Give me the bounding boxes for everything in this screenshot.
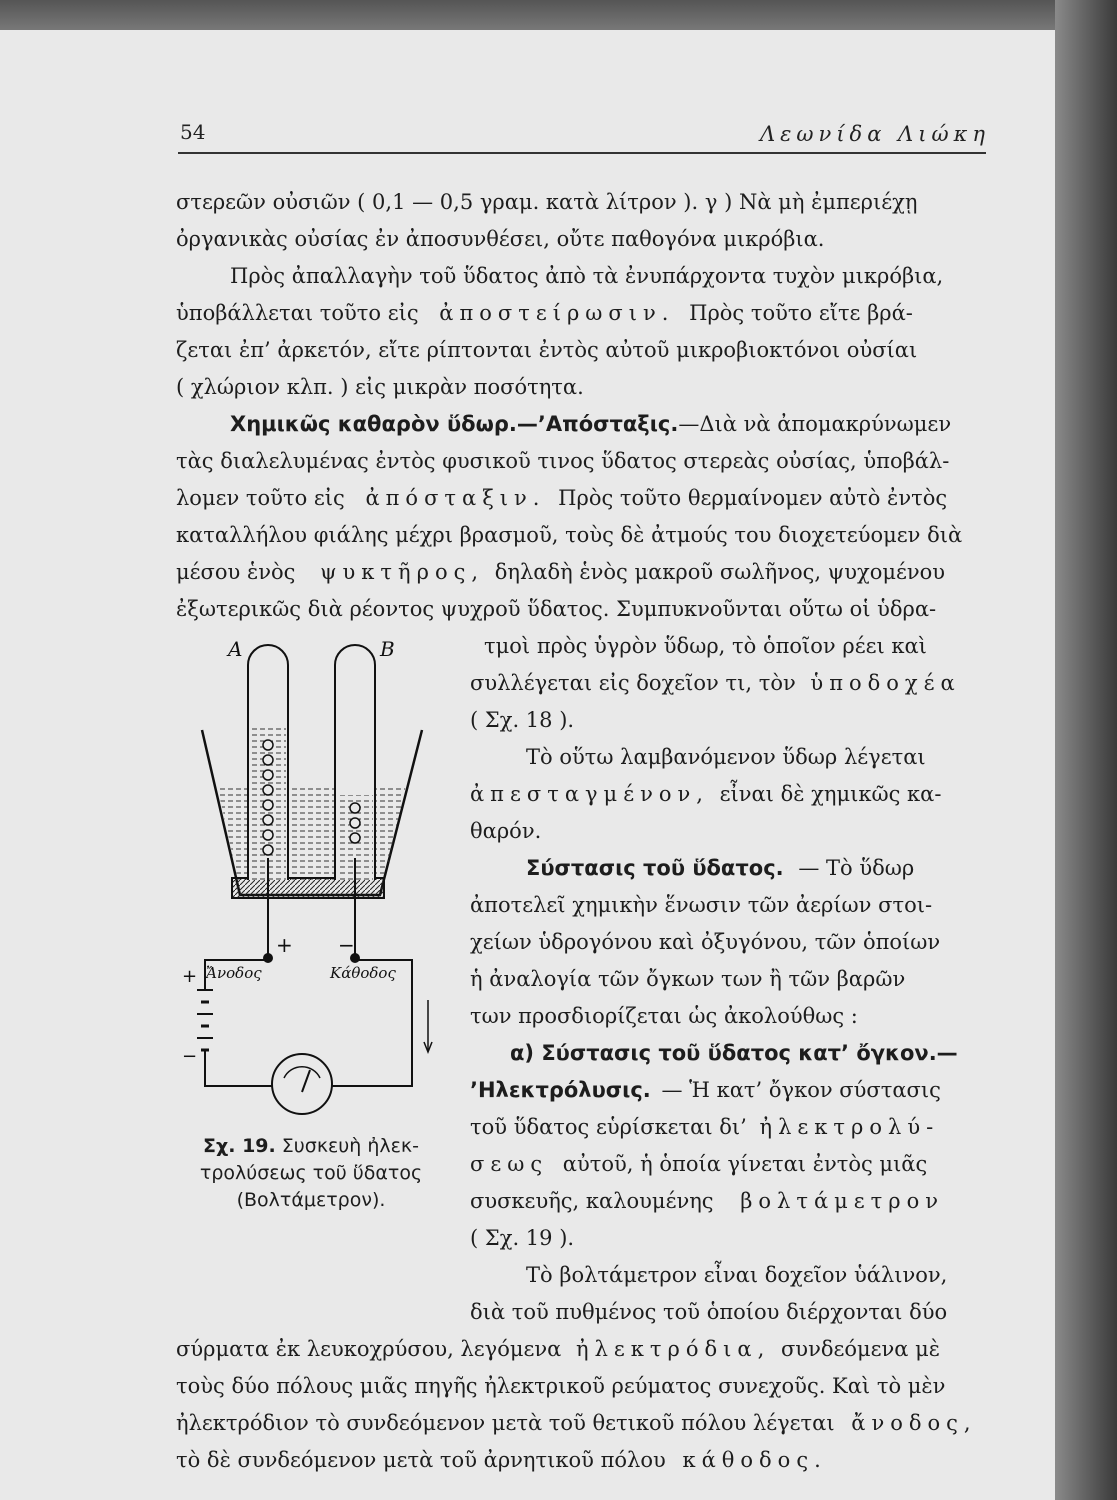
- text-line: στερεῶν οὐσιῶν ( 0,1 — 0,5 γραμ. κατὰ λίτρον ). γ ) Νὰ μὴ ἐμπεριέχῃ: [176, 190, 918, 214]
- text-line: τμοὶ πρὸς ὑγρὸν ὕδωρ, τὸ ὁποῖον ρέει καὶ: [484, 634, 927, 658]
- text-span: συνδεόμενα μὲ: [780, 1337, 941, 1361]
- battery-minus: −: [182, 1046, 198, 1067]
- galvanometer-icon: [272, 1054, 332, 1114]
- text-line: [470, 1187, 944, 1215]
- caption-number: Σχ. 19.: [203, 1135, 276, 1157]
- text-line: [176, 1335, 940, 1363]
- plus-sign: +: [276, 933, 293, 957]
- text-line: [470, 1113, 939, 1141]
- tube-a-label: A: [228, 637, 243, 661]
- text-span: μέσου ἑνὸς: [176, 560, 296, 584]
- minus-sign: −: [338, 933, 355, 957]
- spaced-term: βολτάμετρον: [740, 1189, 945, 1213]
- section-heading: α) Σύστασις τοῦ ὕδατος κατ’ ὄγκον.—: [510, 1041, 958, 1065]
- caption-text: Συσκευὴ ἠλεκ-: [281, 1135, 419, 1157]
- circuit-wire: [205, 1050, 275, 1086]
- text-line: χείων ὑδρογόνου καὶ ὀξυγόνου, τῶν ὁποίων: [470, 930, 941, 954]
- text-span: δηλαδὴ ἑνὸς μακροῦ σωλῆνος, ψυχομένου: [494, 560, 946, 584]
- text-line: [176, 1446, 827, 1474]
- spaced-term: ὑποδοχέα: [810, 671, 961, 695]
- text-span: — Ἡ κατ’ ὄγκον σύστασις: [661, 1078, 941, 1102]
- spaced-term: ἠλεκτρόδια,: [576, 1337, 771, 1361]
- text-span: λομεν τοῦτο εἰς: [176, 486, 345, 510]
- text-line: τοὺς δύο πόλους μιᾶς πηγῆς ἠλεκτρικοῦ ρεύματος συνεχοῦς. Καὶ τὸ μὲν: [176, 1374, 946, 1398]
- text-line: [526, 854, 914, 882]
- caption-line: [176, 1133, 446, 1160]
- text-span: σύρματα ἐκ λευκοχρύσου, λεγόμενα: [176, 1337, 562, 1361]
- text-span: συσκευῆς, καλουμένης: [470, 1189, 714, 1213]
- text-span: — Τὸ ὕδωρ: [798, 856, 915, 880]
- scan-right-edge: [1055, 0, 1117, 1500]
- text-line: Τὸ βολτάμετρον εἶναι δοχεῖον ὑάλινον,: [526, 1263, 948, 1287]
- spaced-term: ἀπόσταξιν.: [365, 486, 546, 510]
- text-span: τοῦ ὕδατος εὑρίσκεται δι’: [470, 1115, 747, 1139]
- spaced-term: ἠλεκτρολύ-: [759, 1115, 940, 1139]
- spaced-term: κάθοδος.: [682, 1448, 827, 1472]
- spaced-term: σεως: [470, 1152, 549, 1176]
- text-span: συλλέγεται εἰς δοχεῖον τι, τὸν: [470, 671, 796, 695]
- header-rule: [178, 152, 986, 154]
- text-span: τὸ δὲ συνδεόμενον μετὰ τοῦ ἀρνητικοῦ πόλου: [176, 1448, 666, 1472]
- text-line: Πρὸς ἀπαλλαγὴν τοῦ ὕδατος ἀπὸ τὰ ἐνυπάρχοντα τυχὸν μικρόβια,: [230, 264, 944, 288]
- vessel-base: [232, 878, 384, 898]
- caption-line: (Βολτάμετρον).: [236, 1189, 386, 1211]
- text-line: τὰς διαλελυμένας ἐντὸς φυσικοῦ τινος ὕδατος στερεὰς οὐσίας, ὑποβάλ-: [176, 449, 950, 473]
- spaced-term: ἄνοδος,: [851, 1411, 977, 1435]
- spaced-term: ἀποστείρωσιν.: [439, 301, 675, 325]
- text-span: ὑποβάλλεται τοῦτο εἰς: [176, 301, 419, 325]
- scan-top-edge: [0, 0, 1117, 32]
- voltameter-figure: [180, 630, 440, 1120]
- running-head: Λεωνίδα Λιώκη: [760, 122, 990, 146]
- water-level: [217, 785, 406, 880]
- section-heading: Χημικῶς καθαρὸν ὕδωρ.—’Απόσταξις.: [230, 412, 679, 436]
- anode-terminal: [263, 953, 273, 963]
- text-line: [470, 780, 941, 808]
- text-line: θαρόν.: [470, 819, 542, 843]
- text-line: καταλλήλου φιάλης μέχρι βρασμοῦ, τοὺς δὲ ἀτμούς του διοχετεύομεν διὰ: [176, 523, 963, 547]
- text-span: αὐτοῦ, ἡ ὁποία γίνεται ἐντὸς μιᾶς: [562, 1152, 928, 1176]
- text-line: ἀποτελεῖ χημικὴν ἕνωσιν τῶν ἀερίων στοι-: [470, 893, 933, 917]
- spaced-term: ψυκτῆρος,: [320, 560, 485, 584]
- figure-caption: [176, 1133, 446, 1214]
- tube-b-label: B: [380, 637, 395, 661]
- battery-icon: [197, 990, 213, 1050]
- anode-label: Ἄνοδος: [206, 964, 262, 982]
- text-line: ζεται ἐπ’ ἀρκετόν, εἴτε ρίπτονται ἐντὸς αὐτοῦ μικροβιοκτόνοι οὐσίαι: [176, 338, 918, 362]
- text-line: [230, 410, 951, 438]
- text-line: ὀργανικὰς οὐσίας ἐν ἀποσυνθέσει, οὔτε παθογόνα μικρόβια.: [176, 227, 825, 251]
- text-line: [470, 669, 961, 697]
- text-span: Πρὸς τοῦτο θερμαίνομεν αὐτὸ ἐντὸς: [558, 486, 948, 510]
- text-span: ἠλεκτρόδιον τὸ συνδεόμενον μετὰ τοῦ θετικοῦ πόλου λέγεται: [176, 1411, 835, 1435]
- text-line: των προσδιορίζεται ὡς ἀκολούθως :: [470, 1004, 858, 1028]
- text-line: [176, 558, 945, 586]
- text-line: [470, 1150, 927, 1178]
- section-heading: ’Ηλεκτρόλυσις.: [470, 1078, 651, 1102]
- text-line: [176, 1409, 977, 1437]
- text-line: ἐξωτερικῶς διὰ ρέοντος ψυχροῦ ὕδατος. Συμπυκνοῦνται οὕτω οἱ ὑδρα-: [176, 597, 937, 621]
- spaced-term: ἀπεσταγμένον,: [470, 782, 709, 806]
- cathode-label: Κάθοδος: [330, 964, 396, 982]
- caption-line: τρολύσεως τοῦ ὕδατος: [199, 1162, 423, 1184]
- text-span: Πρὸς τοῦτο εἴτε βρά-: [689, 301, 913, 325]
- text-line: ( χλώριον κλπ. ) εἰς μικρὰν ποσότητα.: [176, 375, 584, 399]
- text-line: [176, 484, 947, 512]
- page-number: 54: [180, 120, 206, 144]
- text-line: [470, 1076, 941, 1104]
- text-span: —Διὰ νὰ ἀπομακρύνωμεν: [678, 412, 952, 436]
- text-line: Τὸ οὕτω λαμβανόμενον ὕδωρ λέγεται: [526, 745, 926, 769]
- text-line: ἡ ἀναλογία τῶν ὄγκων των ἢ τῶν βαρῶν: [470, 967, 906, 991]
- text-span: εἶναι δὲ χημικῶς κα-: [719, 782, 942, 806]
- section-heading: Σύστασις τοῦ ὕδατος.: [526, 856, 784, 880]
- battery-plus: +: [182, 966, 198, 987]
- text-line: διὰ τοῦ πυθμένος τοῦ ὁποίου διέρχονται δύο: [470, 1300, 948, 1324]
- text-line: ( Σχ. 19 ).: [470, 1226, 575, 1250]
- text-line: ( Σχ. 18 ).: [470, 708, 575, 732]
- text-line: [176, 299, 913, 327]
